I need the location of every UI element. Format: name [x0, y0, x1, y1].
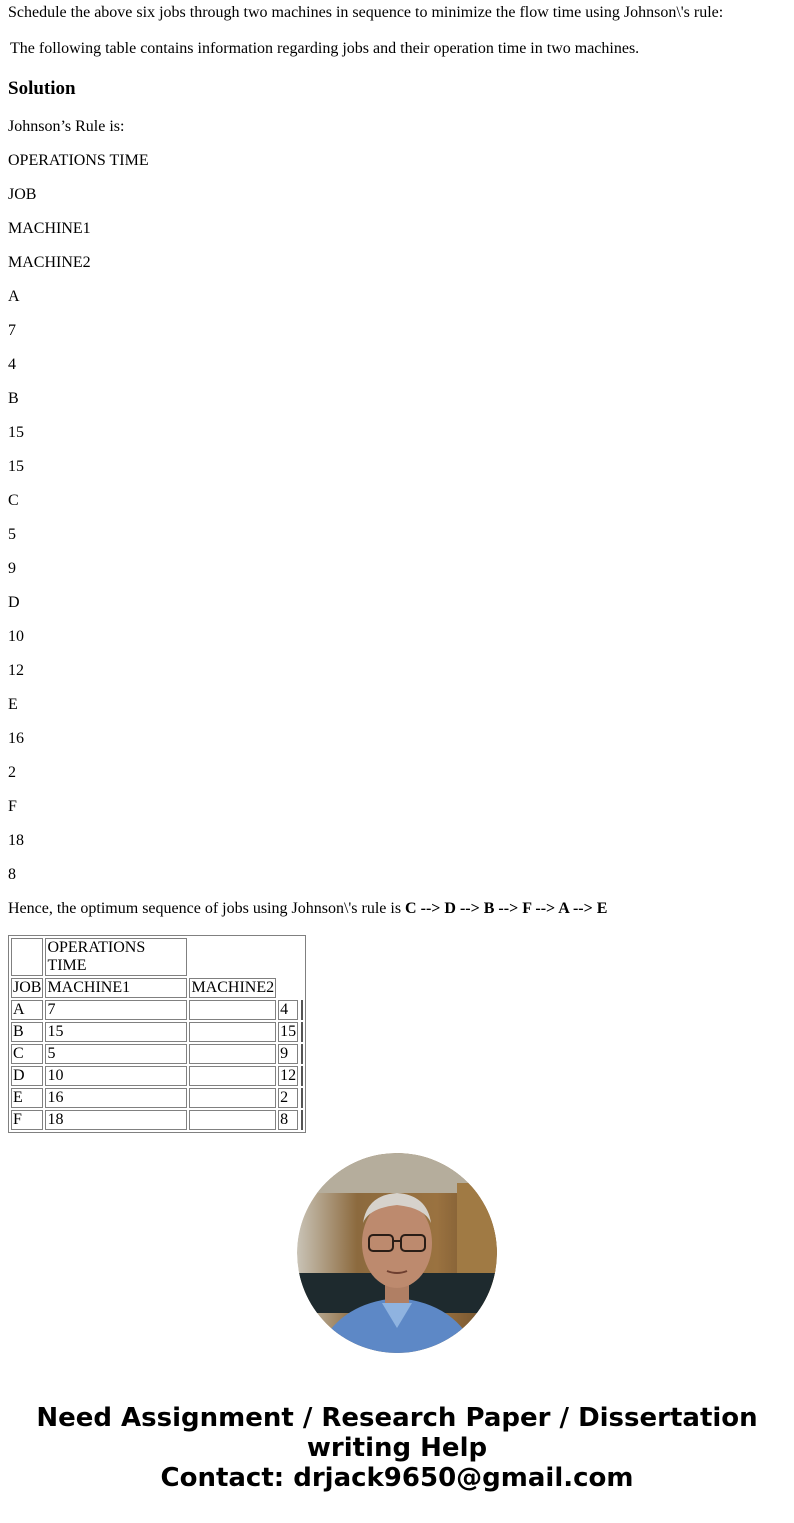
conclusion-prefix: Hence, the optimum sequence of jobs using Johnson\'s rule is [8, 900, 406, 917]
avatar [297, 1153, 497, 1353]
seq-job: B [483, 900, 495, 917]
line-item: 4 [8, 356, 16, 373]
table-row [11, 1066, 303, 1086]
question-text: Schedule the above six jobs through two machines in sequence to minimize the flow time using Johnson\'s rule: [8, 4, 724, 21]
footer-line: Need Assignment / Research Paper / Dissertation [36, 1403, 758, 1433]
line-item: 8 [8, 866, 16, 883]
table-cell [189, 1110, 276, 1130]
table-cell-job: C [11, 1044, 43, 1064]
line-item: 9 [8, 560, 16, 577]
table-row [11, 978, 303, 998]
table-cell-job: D [11, 1066, 43, 1086]
table-cell-m2: 2 [278, 1088, 298, 1108]
line-item: 16 [8, 730, 24, 747]
table-cell [300, 1022, 303, 1042]
table-cell-m1: 10 [45, 1066, 187, 1086]
line-item: B [8, 390, 19, 407]
table-cell-m2: 9 [278, 1044, 298, 1064]
table-cell-m2: 4 [278, 1000, 298, 1020]
seq-job: C [405, 900, 417, 917]
table-cell-m1: 18 [45, 1110, 187, 1130]
table-header-machine1: MACHINE1 [45, 978, 187, 998]
table-group-header: OPERATIONS TIME [45, 938, 187, 976]
line-item: 5 [8, 526, 16, 543]
table-cell [189, 1088, 276, 1108]
seq-arrow: --> [531, 900, 559, 917]
seq-job: E [596, 900, 608, 917]
footer-ad [0, 1403, 794, 1493]
job-table [8, 935, 306, 1133]
seq-job: F [522, 900, 532, 917]
table-cell-job: E [11, 1088, 43, 1108]
seq-arrow: --> [568, 900, 597, 917]
intro-text: The following table contains information regarding jobs and their operation time in two machines. [10, 40, 640, 57]
table-cell-m1: 5 [45, 1044, 187, 1064]
line-item: 12 [8, 662, 24, 679]
table-cell-m1: 7 [45, 1000, 187, 1020]
table-cell [189, 1044, 276, 1064]
line-item: OPERATIONS TIME [8, 152, 149, 169]
seq-arrow: --> [494, 900, 523, 917]
line-item: 10 [8, 628, 24, 645]
line-item: MACHINE2 [8, 254, 91, 271]
table-cell [300, 1044, 303, 1064]
table-row [11, 1088, 303, 1108]
line-item: D [8, 594, 20, 611]
solution-heading: Solution [8, 78, 76, 99]
line-item: MACHINE1 [8, 220, 91, 237]
table-header-machine2: MACHINE2 [191, 979, 275, 996]
table-cell [189, 1066, 276, 1086]
conclusion-text [8, 900, 607, 918]
table-cell [300, 1110, 303, 1130]
table-header-job: JOB [13, 979, 42, 996]
table-cell [300, 1088, 303, 1108]
table-cell [11, 938, 43, 976]
line-item: JOB [8, 186, 37, 203]
table-cell [189, 1022, 276, 1042]
rule-label: Johnson’s Rule is: [8, 118, 125, 135]
table-cell-m2: 8 [278, 1110, 298, 1130]
table-cell [300, 1066, 303, 1086]
footer-line: writing Help [306, 1433, 488, 1463]
line-item: C [8, 492, 19, 509]
line-item: 18 [8, 832, 24, 849]
table-row [11, 1000, 303, 1020]
table-cell [300, 1000, 303, 1020]
table-cell-m2: 15 [280, 1023, 297, 1040]
line-item: E [8, 696, 18, 713]
flat-data-lines [8, 152, 149, 900]
table-cell-job: F [11, 1110, 43, 1130]
table-cell-m2: 12 [280, 1067, 297, 1084]
table-cell-m1: 15 [45, 1022, 187, 1042]
line-item: 15 [8, 458, 24, 475]
line-item: A [8, 288, 20, 305]
table-cell-job: A [11, 1000, 43, 1020]
table-cell [189, 1000, 276, 1020]
line-item: 2 [8, 764, 16, 781]
table-row [11, 938, 303, 976]
seq-arrow: --> [455, 900, 484, 917]
table-row [11, 1044, 303, 1064]
line-item: 15 [8, 424, 24, 441]
table-row [11, 1022, 303, 1042]
footer-contact: Contact: drjack9650@gmail.com [160, 1463, 634, 1493]
table-cell-job: B [11, 1022, 43, 1042]
seq-job: D [444, 900, 456, 917]
line-item: F [8, 798, 17, 815]
line-item: 7 [8, 322, 16, 339]
table-row [11, 1110, 303, 1130]
table-cell-m1: 16 [45, 1088, 187, 1108]
seq-job: A [558, 900, 569, 917]
seq-arrow: --> [416, 900, 445, 917]
